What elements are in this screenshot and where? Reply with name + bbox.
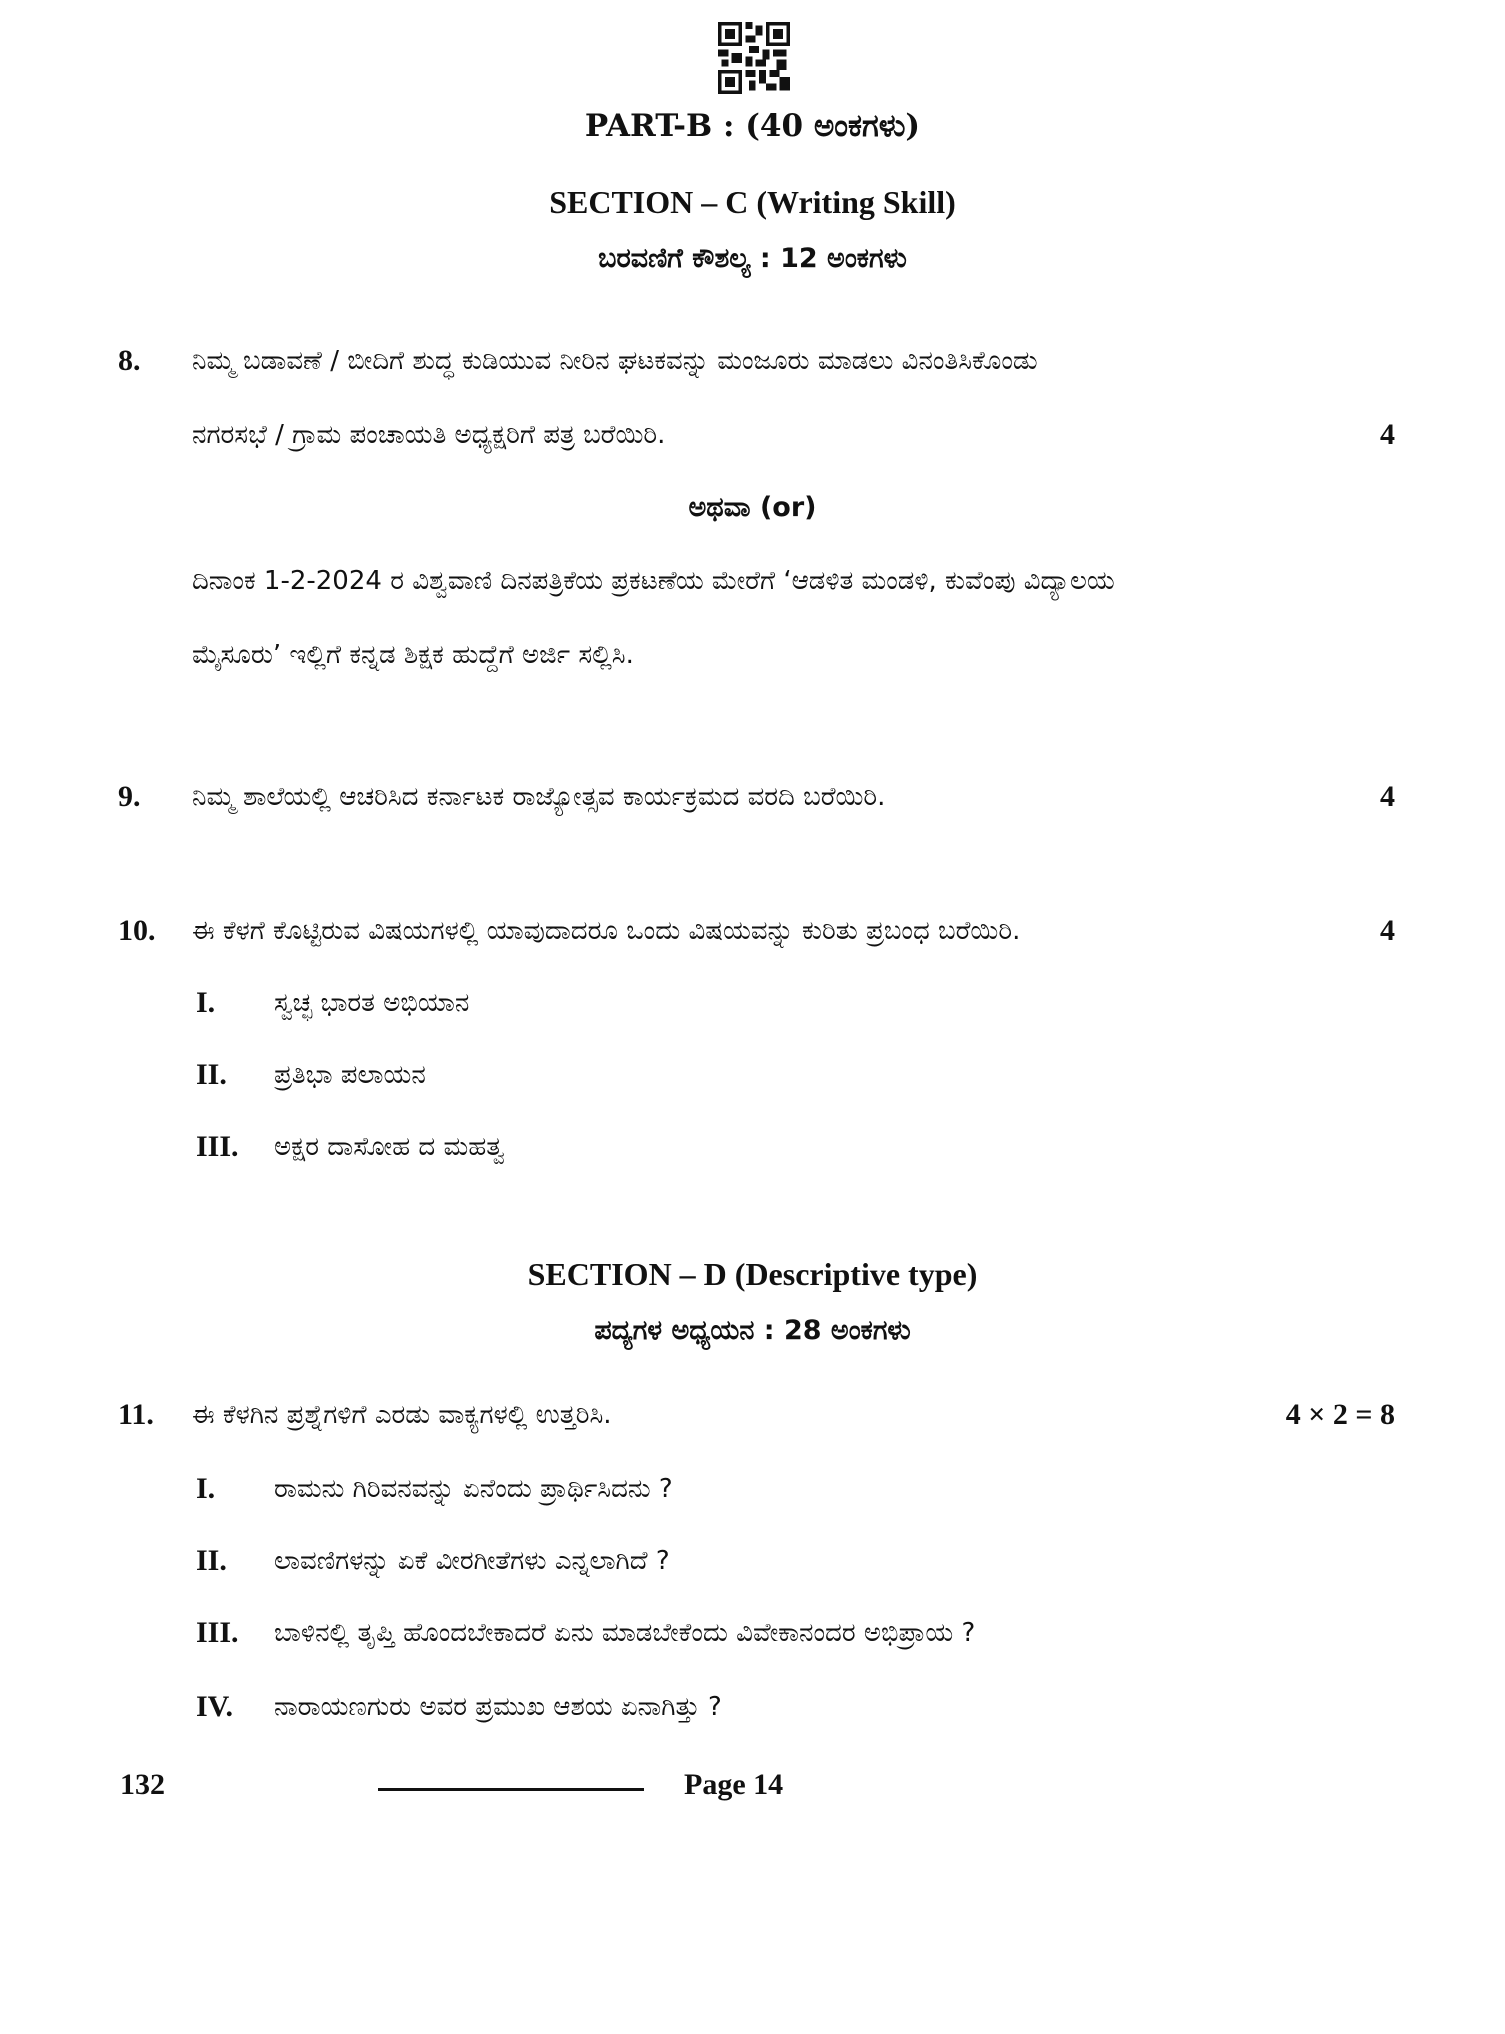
option-text: ನಾರಾಯಣಗುರು ಅವರ ಪ್ರಮುಖ ಆಶಯ ಏನಾಗಿತ್ತು ? xyxy=(274,1692,722,1722)
option-text: ಪ್ರತಿಭಾ ಪಲಾಯನ xyxy=(274,1060,426,1090)
question-text: ನಿಮ್ಮ ಶಾಲೆಯಲ್ಲಿ ಆಚರಿಸಿದ ಕರ್ನಾಟಕ ರಾಜ್ಯೋತ್ಸವ ಕಾರ್ಯಕ್ರಮದ ವರದಿ ಬರೆಯಿರಿ. xyxy=(192,782,886,812)
alternate-question-line-2: ಮೈಸೂರು’ ಇಲ್ಲಿಗೆ ಕನ್ನಡ ಶಿಕ್ಷಕ ಹುದ್ದೆಗೆ ಅರ್ಜಿ ಸಲ್ಲಿಸಿ. xyxy=(192,640,634,670)
section-d-title: SECTION – D (Descriptive type) xyxy=(527,1256,978,1292)
alternate-question-line-1: ದಿನಾಂಕ 1-2-2024 ರ ವಿಶ್ವವಾಣಿ ದಿನಪತ್ರಿಕೆಯ ಪ್ರಕಟಣೆಯ ಮೇರೆಗೆ ‘ಆಡಳಿತ ಮಂಡಳಿ, ಕುವೆಂಪು ವಿದ್ಯಾಲಯ xyxy=(192,566,1115,596)
option-number: III. xyxy=(196,1616,239,1649)
question-number: 9. xyxy=(118,780,141,813)
option-number: IV. xyxy=(196,1690,233,1723)
question-text: ಈ ಕೆಳಗೆ ಕೊಟ್ಟಿರುವ ವಿಷಯಗಳಲ್ಲಿ ಯಾವುದಾದರೂ ಒಂದು ವಿಷಯವನ್ನು ಕುರಿತು ಪ್ರಬಂಧ ಬರೆಯಿರಿ. xyxy=(192,916,1021,946)
question-number: 8. xyxy=(118,344,141,377)
page-number: Page 14 xyxy=(684,1768,784,1801)
question-text-line-2: ನಗರಸಭೆ / ಗ್ರಾಮ ಪಂಚಾಯತಿ ಅಧ್ಯಕ್ಷರಿಗೆ ಪತ್ರ ಬರೆಯಿರಿ. xyxy=(192,420,666,450)
question-marks: 4 xyxy=(1380,418,1395,451)
option-text: ಬಾಳಿನಲ್ಲಿ ತೃಪ್ತಿ ಹೊಂದಬೇಕಾದರೆ ಏನು ಮಾಡಬೇಕೆಂದು ವಿವೇಕಾನಂದರ ಅಭಿಪ್ರಾಯ ? xyxy=(274,1618,976,1648)
option-number: I. xyxy=(196,1472,216,1505)
paper-code: 132 xyxy=(120,1768,165,1801)
question-marks: 4 xyxy=(1380,780,1395,813)
qr-code-icon xyxy=(718,22,790,94)
part-title: PART-B : (40 ಅಂಕಗಳು) xyxy=(584,108,921,144)
or-divider: ಅಥವಾ (or) xyxy=(688,492,817,523)
question-marks: 4 xyxy=(1380,914,1395,947)
question-number: 11. xyxy=(118,1398,154,1431)
option-text: ಲಾವಣಿಗಳನ್ನು ಏಕೆ ವೀರಗೀತೆಗಳು ಎನ್ನಲಾಗಿದೆ ? xyxy=(274,1546,670,1576)
question-text-line-1: ನಿಮ್ಮ ಬಡಾವಣೆ / ಬೀದಿಗೆ ಶುದ್ಧ ಕುಡಿಯುವ ನೀರಿನ ಘಟಕವನ್ನು ಮಂಜೂರು ಮಾಡಲು ವಿನಂತಿಸಿಕೊಂಡು xyxy=(192,346,1038,376)
option-number: II. xyxy=(196,1058,227,1091)
option-number: III. xyxy=(196,1130,239,1163)
option-number: II. xyxy=(196,1544,227,1577)
question-marks: 4 × 2 = 8 xyxy=(1285,1398,1395,1431)
option-text: ಅಕ್ಷರ ದಾಸೋಹ ದ ಮಹತ್ವ xyxy=(274,1132,505,1162)
section-c-subtitle: ಬರವಣಿಗೆ ಕೌಶಲ್ಯ : 12 ಅಂಕಗಳು xyxy=(598,243,907,274)
question-text: ಈ ಕೆಳಗಿನ ಪ್ರಶ್ನೆಗಳಿಗೆ ಎರಡು ವಾಕ್ಯಗಳಲ್ಲಿ ಉತ್ತರಿಸಿ. xyxy=(192,1400,612,1430)
option-text: ರಾಮನು ಗಿರಿವನವನ್ನು ಏನೆಂದು ಪ್ರಾರ್ಥಿಸಿದನು ? xyxy=(274,1474,673,1504)
footer-divider xyxy=(378,1788,644,1791)
section-c-title: SECTION – C (Writing Skill) xyxy=(549,184,956,220)
option-text: ಸ್ವಚ್ಛ ಭಾರತ ಅಭಿಯಾನ xyxy=(274,988,470,1018)
question-number: 10. xyxy=(118,914,156,947)
option-number: I. xyxy=(196,986,216,1019)
section-d-subtitle: ಪದ್ಯಗಳ ಅಧ್ಯಯನ : 28 ಅಂಕಗಳು xyxy=(594,1315,911,1346)
